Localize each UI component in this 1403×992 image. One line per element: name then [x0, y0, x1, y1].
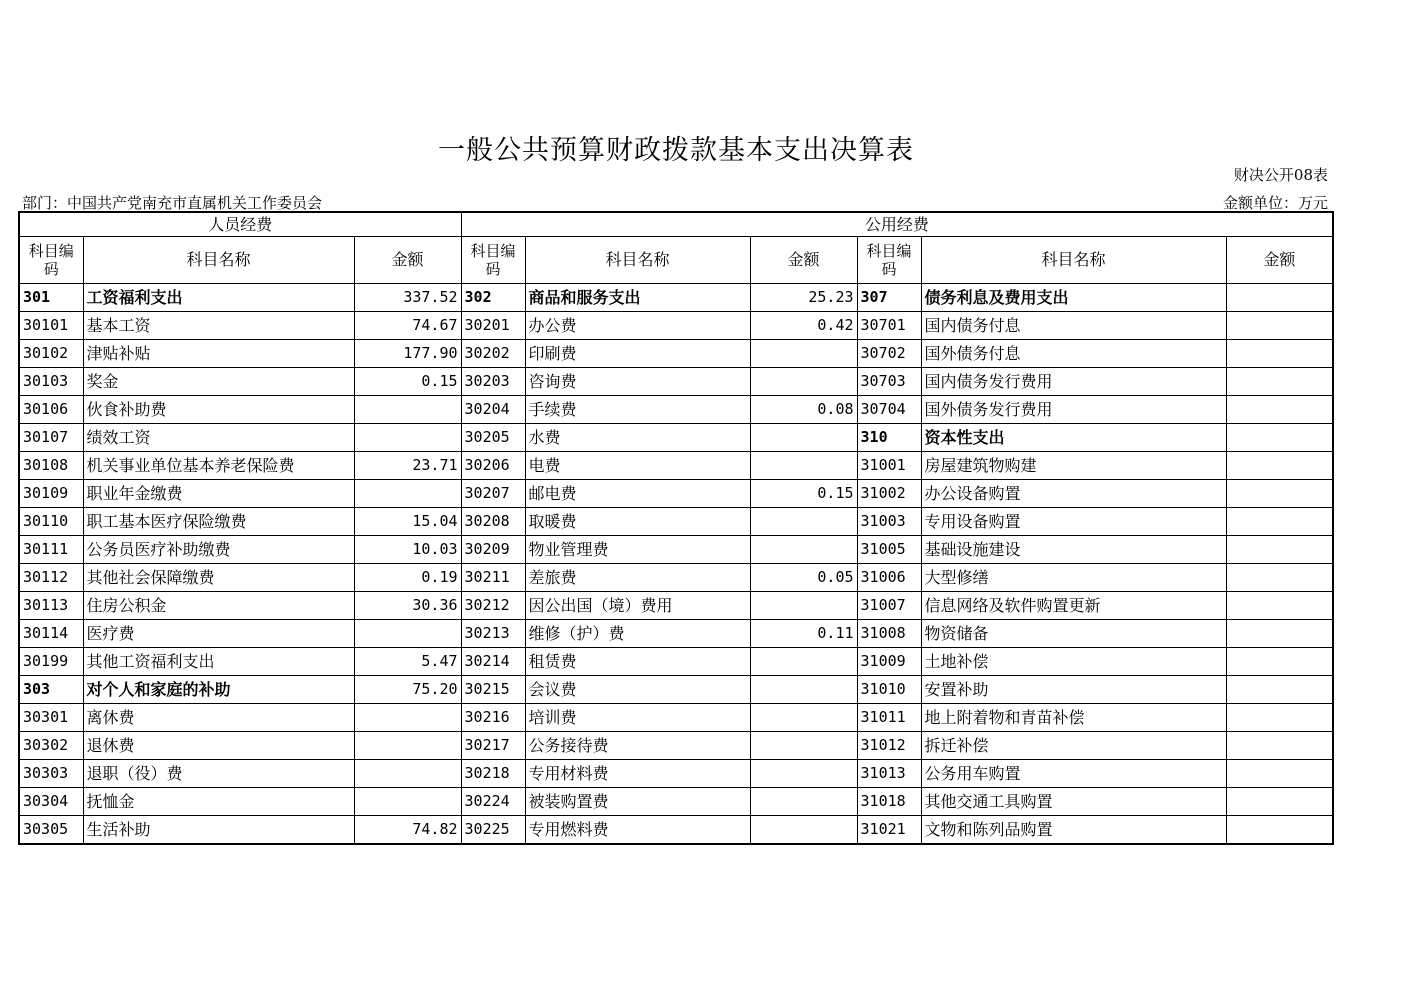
name-cell: 公务用车购置 — [921, 760, 1226, 788]
name-cell: 国外债务付息 — [921, 340, 1226, 368]
code-cell: 30113 — [19, 592, 83, 620]
code-cell: 30203 — [461, 368, 525, 396]
name-cell: 取暖费 — [525, 508, 750, 536]
name-cell: 国内债务发行费用 — [921, 368, 1226, 396]
code-cell: 30216 — [461, 704, 525, 732]
name-cell: 机关事业单位基本养老保险费 — [83, 452, 354, 480]
header-name: 科目名称 — [83, 237, 354, 284]
name-cell: 债务利息及费用支出 — [921, 284, 1226, 312]
table-row — [19, 312, 1333, 340]
amount-cell — [750, 788, 857, 816]
amount-cell — [1226, 676, 1333, 704]
code-cell: 310 — [857, 424, 921, 452]
amount-cell — [1226, 536, 1333, 564]
amount-cell: 75.20 — [354, 676, 461, 704]
code-cell: 30225 — [461, 816, 525, 845]
amount-cell: 15.04 — [354, 508, 461, 536]
code-cell: 30208 — [461, 508, 525, 536]
amount-cell — [1226, 760, 1333, 788]
code-cell: 31021 — [857, 816, 921, 845]
form-number: 财决公开08表 — [1233, 166, 1328, 184]
code-cell: 31002 — [857, 480, 921, 508]
amount-cell: 0.42 — [750, 312, 857, 340]
amount-cell: 10.03 — [354, 536, 461, 564]
amount-cell — [1226, 396, 1333, 424]
amount-cell — [1226, 564, 1333, 592]
header-name: 科目名称 — [525, 237, 750, 284]
amount-cell — [750, 536, 857, 564]
name-cell: 拆迁补偿 — [921, 732, 1226, 760]
amount-cell — [750, 704, 857, 732]
amount-cell — [1226, 620, 1333, 648]
amount-unit-label: 金额单位：万元 — [1222, 194, 1328, 212]
code-cell: 30213 — [461, 620, 525, 648]
table-row — [19, 704, 1333, 732]
amount-cell: 0.11 — [750, 620, 857, 648]
code-cell: 30302 — [19, 732, 83, 760]
group-public: 公用经费 — [461, 212, 1333, 237]
code-cell: 30204 — [461, 396, 525, 424]
amount-cell — [1226, 788, 1333, 816]
amount-cell — [1226, 284, 1333, 312]
expenditure-table — [18, 211, 1334, 845]
name-cell: 被装购置费 — [525, 788, 750, 816]
code-cell: 30702 — [857, 340, 921, 368]
code-cell: 30217 — [461, 732, 525, 760]
name-cell: 差旅费 — [525, 564, 750, 592]
header-code: 科目编码 — [857, 237, 921, 284]
name-cell: 住房公积金 — [83, 592, 354, 620]
amount-cell — [1226, 368, 1333, 396]
table-body — [19, 284, 1333, 845]
amount-cell: 337.52 — [354, 284, 461, 312]
code-cell: 30103 — [19, 368, 83, 396]
amount-cell: 0.15 — [354, 368, 461, 396]
name-cell: 咨询费 — [525, 368, 750, 396]
code-cell: 31011 — [857, 704, 921, 732]
name-cell: 医疗费 — [83, 620, 354, 648]
table-row — [19, 788, 1333, 816]
name-cell: 物资储备 — [921, 620, 1226, 648]
amount-cell — [354, 760, 461, 788]
amount-cell — [1226, 592, 1333, 620]
name-cell: 对个人和家庭的补助 — [83, 676, 354, 704]
name-cell: 伙食补助费 — [83, 396, 354, 424]
code-cell: 30211 — [461, 564, 525, 592]
name-cell: 绩效工资 — [83, 424, 354, 452]
name-cell: 电费 — [525, 452, 750, 480]
code-cell: 30218 — [461, 760, 525, 788]
name-cell: 办公费 — [525, 312, 750, 340]
name-cell: 职工基本医疗保险缴费 — [83, 508, 354, 536]
header-code: 科目编码 — [461, 237, 525, 284]
name-cell: 商品和服务支出 — [525, 284, 750, 312]
name-cell: 生活补助 — [83, 816, 354, 845]
code-cell: 30202 — [461, 340, 525, 368]
group-header-row — [19, 212, 1333, 237]
amount-cell — [750, 368, 857, 396]
table-row — [19, 424, 1333, 452]
name-cell: 印刷费 — [525, 340, 750, 368]
code-cell: 30224 — [461, 788, 525, 816]
code-cell: 31005 — [857, 536, 921, 564]
name-cell: 物业管理费 — [525, 536, 750, 564]
amount-cell: 23.71 — [354, 452, 461, 480]
amount-cell — [354, 704, 461, 732]
code-cell: 31003 — [857, 508, 921, 536]
amount-cell: 5.47 — [354, 648, 461, 676]
code-cell: 30101 — [19, 312, 83, 340]
code-cell: 31008 — [857, 620, 921, 648]
name-cell: 因公出国（境）费用 — [525, 592, 750, 620]
code-cell: 31013 — [857, 760, 921, 788]
table-row — [19, 564, 1333, 592]
amount-cell — [750, 592, 857, 620]
department-label: 部门：中国共产党南充市直属机关工作委员会 — [22, 194, 323, 212]
amount-cell — [1226, 340, 1333, 368]
code-cell: 30112 — [19, 564, 83, 592]
name-cell: 专用材料费 — [525, 760, 750, 788]
amount-cell — [750, 424, 857, 452]
amount-cell: 30.36 — [354, 592, 461, 620]
name-cell: 专用燃料费 — [525, 816, 750, 845]
table-row — [19, 816, 1333, 845]
table-row — [19, 284, 1333, 312]
table-row — [19, 396, 1333, 424]
code-cell: 31012 — [857, 732, 921, 760]
code-cell: 30199 — [19, 648, 83, 676]
table-row — [19, 452, 1333, 480]
code-cell: 302 — [461, 284, 525, 312]
code-cell: 30214 — [461, 648, 525, 676]
amount-cell: 74.67 — [354, 312, 461, 340]
amount-cell — [354, 396, 461, 424]
name-cell: 基本工资 — [83, 312, 354, 340]
code-cell: 307 — [857, 284, 921, 312]
code-cell: 30205 — [461, 424, 525, 452]
code-cell: 30301 — [19, 704, 83, 732]
code-cell: 30703 — [857, 368, 921, 396]
name-cell: 邮电费 — [525, 480, 750, 508]
name-cell: 会议费 — [525, 676, 750, 704]
table-row — [19, 536, 1333, 564]
report-title: 一般公共预算财政拨款基本支出决算表 — [438, 135, 914, 166]
name-cell: 公务员医疗补助缴费 — [83, 536, 354, 564]
code-cell: 30111 — [19, 536, 83, 564]
group-personnel: 人员经费 — [19, 212, 461, 237]
table-row — [19, 480, 1333, 508]
code-cell: 30109 — [19, 480, 83, 508]
amount-cell — [354, 480, 461, 508]
table-row — [19, 760, 1333, 788]
name-cell: 离休费 — [83, 704, 354, 732]
code-cell: 30209 — [461, 536, 525, 564]
amount-cell — [1226, 648, 1333, 676]
amount-cell — [750, 508, 857, 536]
amount-cell — [1226, 480, 1333, 508]
name-cell: 地上附着物和青苗补偿 — [921, 704, 1226, 732]
name-cell: 公务接待费 — [525, 732, 750, 760]
name-cell: 工资福利支出 — [83, 284, 354, 312]
table-row — [19, 340, 1333, 368]
name-cell: 信息网络及软件购置更新 — [921, 592, 1226, 620]
column-header-row — [19, 237, 1333, 284]
code-cell: 31009 — [857, 648, 921, 676]
name-cell: 退休费 — [83, 732, 354, 760]
code-cell: 30303 — [19, 760, 83, 788]
amount-cell: 177.90 — [354, 340, 461, 368]
code-cell: 31010 — [857, 676, 921, 704]
code-cell: 30108 — [19, 452, 83, 480]
amount-cell — [1226, 816, 1333, 845]
name-cell: 水费 — [525, 424, 750, 452]
amount-cell — [1226, 508, 1333, 536]
code-cell: 31007 — [857, 592, 921, 620]
amount-cell — [1226, 312, 1333, 340]
amount-cell — [354, 620, 461, 648]
name-cell: 大型修缮 — [921, 564, 1226, 592]
header-amount: 金额 — [354, 237, 461, 284]
amount-cell — [1226, 452, 1333, 480]
code-cell: 30106 — [19, 396, 83, 424]
name-cell: 安置补助 — [921, 676, 1226, 704]
name-cell: 其他交通工具购置 — [921, 788, 1226, 816]
table-row — [19, 676, 1333, 704]
amount-cell — [750, 452, 857, 480]
header-amount: 金额 — [750, 237, 857, 284]
name-cell: 办公设备购置 — [921, 480, 1226, 508]
name-cell: 奖金 — [83, 368, 354, 396]
name-cell: 其他工资福利支出 — [83, 648, 354, 676]
amount-cell — [750, 676, 857, 704]
name-cell: 租赁费 — [525, 648, 750, 676]
table-row — [19, 732, 1333, 760]
name-cell: 专用设备购置 — [921, 508, 1226, 536]
amount-cell: 0.15 — [750, 480, 857, 508]
amount-cell — [354, 788, 461, 816]
name-cell: 房屋建筑物购建 — [921, 452, 1226, 480]
name-cell: 培训费 — [525, 704, 750, 732]
table-row — [19, 368, 1333, 396]
amount-cell — [750, 340, 857, 368]
name-cell: 基础设施建设 — [921, 536, 1226, 564]
name-cell: 文物和陈列品购置 — [921, 816, 1226, 845]
name-cell: 津贴补贴 — [83, 340, 354, 368]
code-cell: 303 — [19, 676, 83, 704]
code-cell: 30304 — [19, 788, 83, 816]
name-cell: 其他社会保障缴费 — [83, 564, 354, 592]
code-cell: 30114 — [19, 620, 83, 648]
header-name: 科目名称 — [921, 237, 1226, 284]
amount-cell — [354, 732, 461, 760]
name-cell: 国内债务付息 — [921, 312, 1226, 340]
table-row — [19, 508, 1333, 536]
table-row — [19, 648, 1333, 676]
code-cell: 30305 — [19, 816, 83, 845]
amount-cell — [750, 648, 857, 676]
code-cell: 30207 — [461, 480, 525, 508]
amount-cell — [354, 424, 461, 452]
code-cell: 301 — [19, 284, 83, 312]
header-code: 科目编码 — [19, 237, 83, 284]
name-cell: 资本性支出 — [921, 424, 1226, 452]
code-cell: 30206 — [461, 452, 525, 480]
code-cell: 30215 — [461, 676, 525, 704]
amount-cell — [750, 732, 857, 760]
name-cell: 手续费 — [525, 396, 750, 424]
code-cell: 30102 — [19, 340, 83, 368]
code-cell: 30107 — [19, 424, 83, 452]
name-cell: 抚恤金 — [83, 788, 354, 816]
name-cell: 国外债务发行费用 — [921, 396, 1226, 424]
name-cell: 职业年金缴费 — [83, 480, 354, 508]
amount-cell: 0.05 — [750, 564, 857, 592]
code-cell: 30701 — [857, 312, 921, 340]
name-cell: 土地补偿 — [921, 648, 1226, 676]
code-cell: 30201 — [461, 312, 525, 340]
amount-cell — [1226, 424, 1333, 452]
amount-cell — [750, 816, 857, 845]
name-cell: 退职（役）费 — [83, 760, 354, 788]
code-cell: 30110 — [19, 508, 83, 536]
amount-cell — [1226, 704, 1333, 732]
code-cell: 31006 — [857, 564, 921, 592]
code-cell: 31018 — [857, 788, 921, 816]
header-amount: 金额 — [1226, 237, 1333, 284]
table-row — [19, 620, 1333, 648]
name-cell: 维修（护）费 — [525, 620, 750, 648]
code-cell: 31001 — [857, 452, 921, 480]
amount-cell: 0.19 — [354, 564, 461, 592]
amount-cell: 0.08 — [750, 396, 857, 424]
code-cell: 30212 — [461, 592, 525, 620]
amount-cell — [1226, 732, 1333, 760]
amount-cell: 25.23 — [750, 284, 857, 312]
table-row — [19, 592, 1333, 620]
amount-cell — [750, 760, 857, 788]
amount-cell: 74.82 — [354, 816, 461, 845]
code-cell: 30704 — [857, 396, 921, 424]
